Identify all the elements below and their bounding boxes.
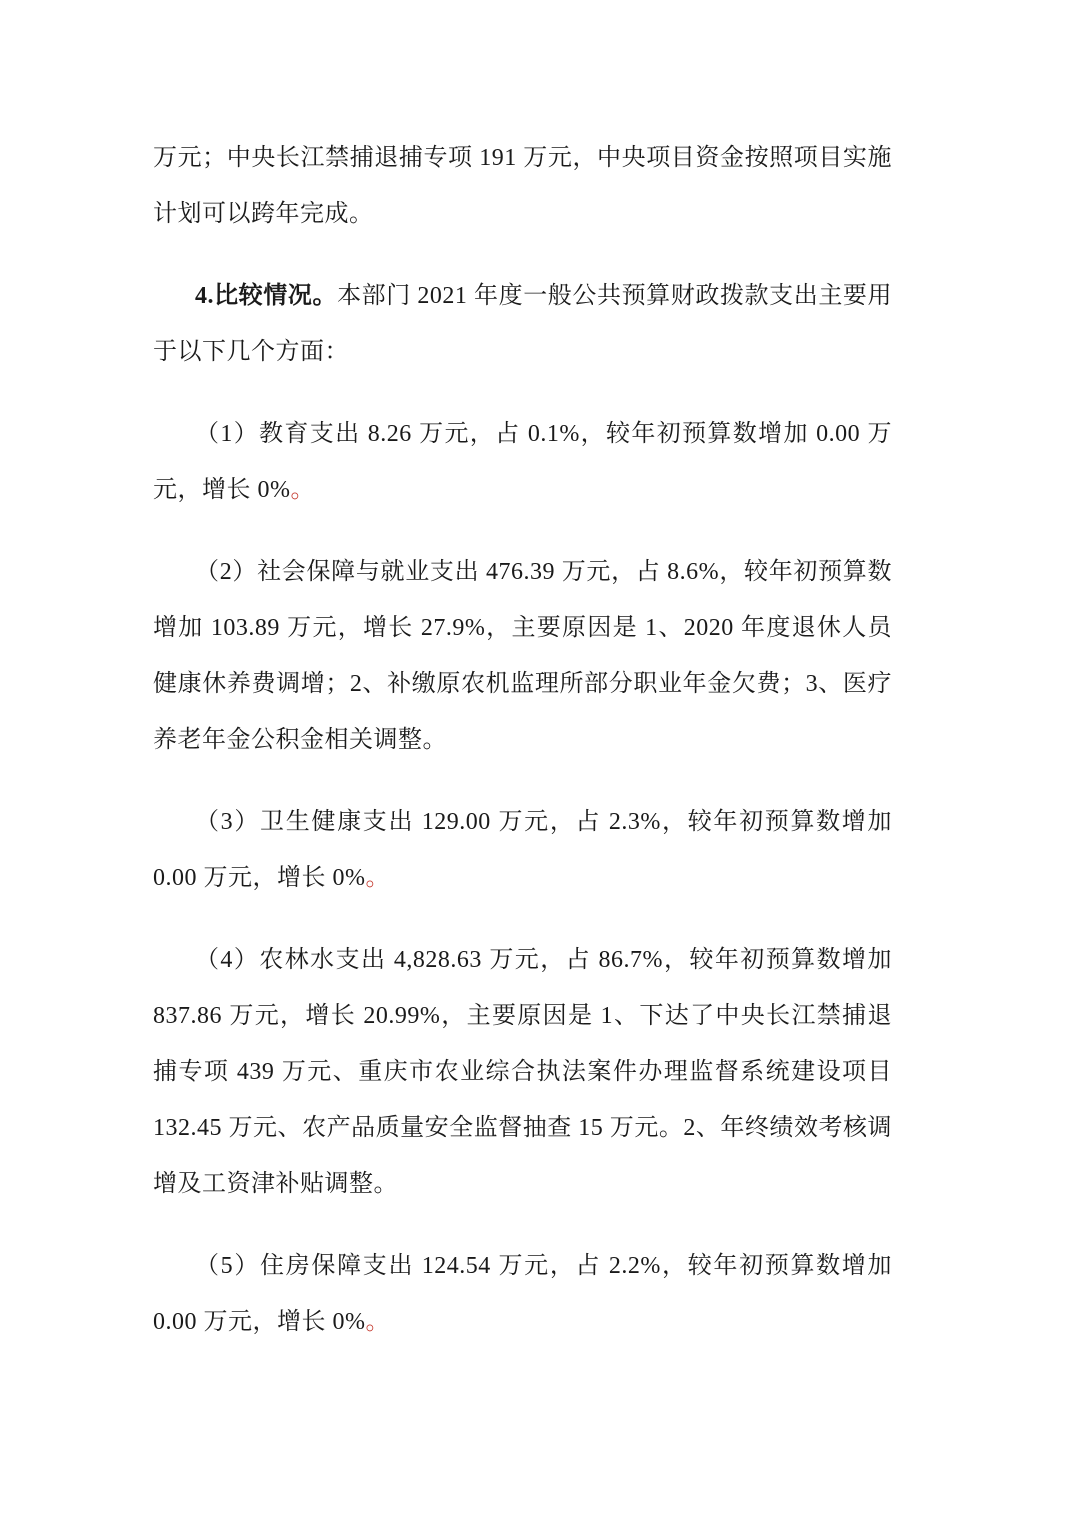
paragraph-item-2-social-security bbox=[153, 544, 892, 768]
paragraph-item-3-health bbox=[153, 794, 892, 906]
red-period: 。 bbox=[365, 1309, 390, 1335]
paragraph-text: （3）卫生健康支出 129.00 万元，占 2.3%，较年初预算数增加 0.00 万元，增长 0% bbox=[153, 809, 892, 891]
paragraph-text: 万元；中央长江禁捕退捕专项 191 万元，中央项目资金按照项目实施计划可以跨年完成。 bbox=[153, 145, 892, 227]
paragraph-item-1-education bbox=[153, 406, 892, 518]
paragraph-text: （5）住房保障支出 124.54 万元，占 2.2%，较年初预算数增加 0.00 万元，增长 0% bbox=[153, 1253, 892, 1335]
paragraph-item-5-housing bbox=[153, 1238, 892, 1350]
paragraph-text: （1）教育支出 8.26 万元，占 0.1%，较年初预算数增加 0.00 万元，增长 0% bbox=[153, 421, 892, 503]
paragraph-text: （4）农林水支出 4,828.63 万元，占 86.7%，较年初预算数增加 837.86 万元，增长 20.99%，主要原因是 1、下达了中央长江禁捕退捕专项 439 万元、重庆市农业综合执法案件办理监督系统建设项目 132.45 万元、农产品质量安全监督抽查 15 万元。2、年终绩效考核调增及工资津补贴调整。 bbox=[153, 947, 892, 1197]
paragraph-continuation bbox=[153, 130, 892, 242]
red-period: 。 bbox=[365, 865, 390, 891]
paragraph-comparison-heading bbox=[153, 268, 892, 380]
paragraph-text: 本部门 2021 年度一般公共预算财政拨款支出主要用于以下几个方面： bbox=[153, 283, 893, 365]
paragraph-item-4-agriculture bbox=[153, 932, 892, 1212]
heading-label: 4.比较情况。 bbox=[195, 283, 338, 309]
red-period: 。 bbox=[290, 477, 315, 503]
paragraph-text: （2）社会保障与就业支出 476.39 万元，占 8.6%，较年初预算数增加 103.89 万元，增长 27.9%，主要原因是 1、2020 年度退休人员健康休养费调增；2、补缴原农机监理所部分职业年金欠费；3、医疗养老年金公积金相关调整。 bbox=[153, 559, 892, 753]
